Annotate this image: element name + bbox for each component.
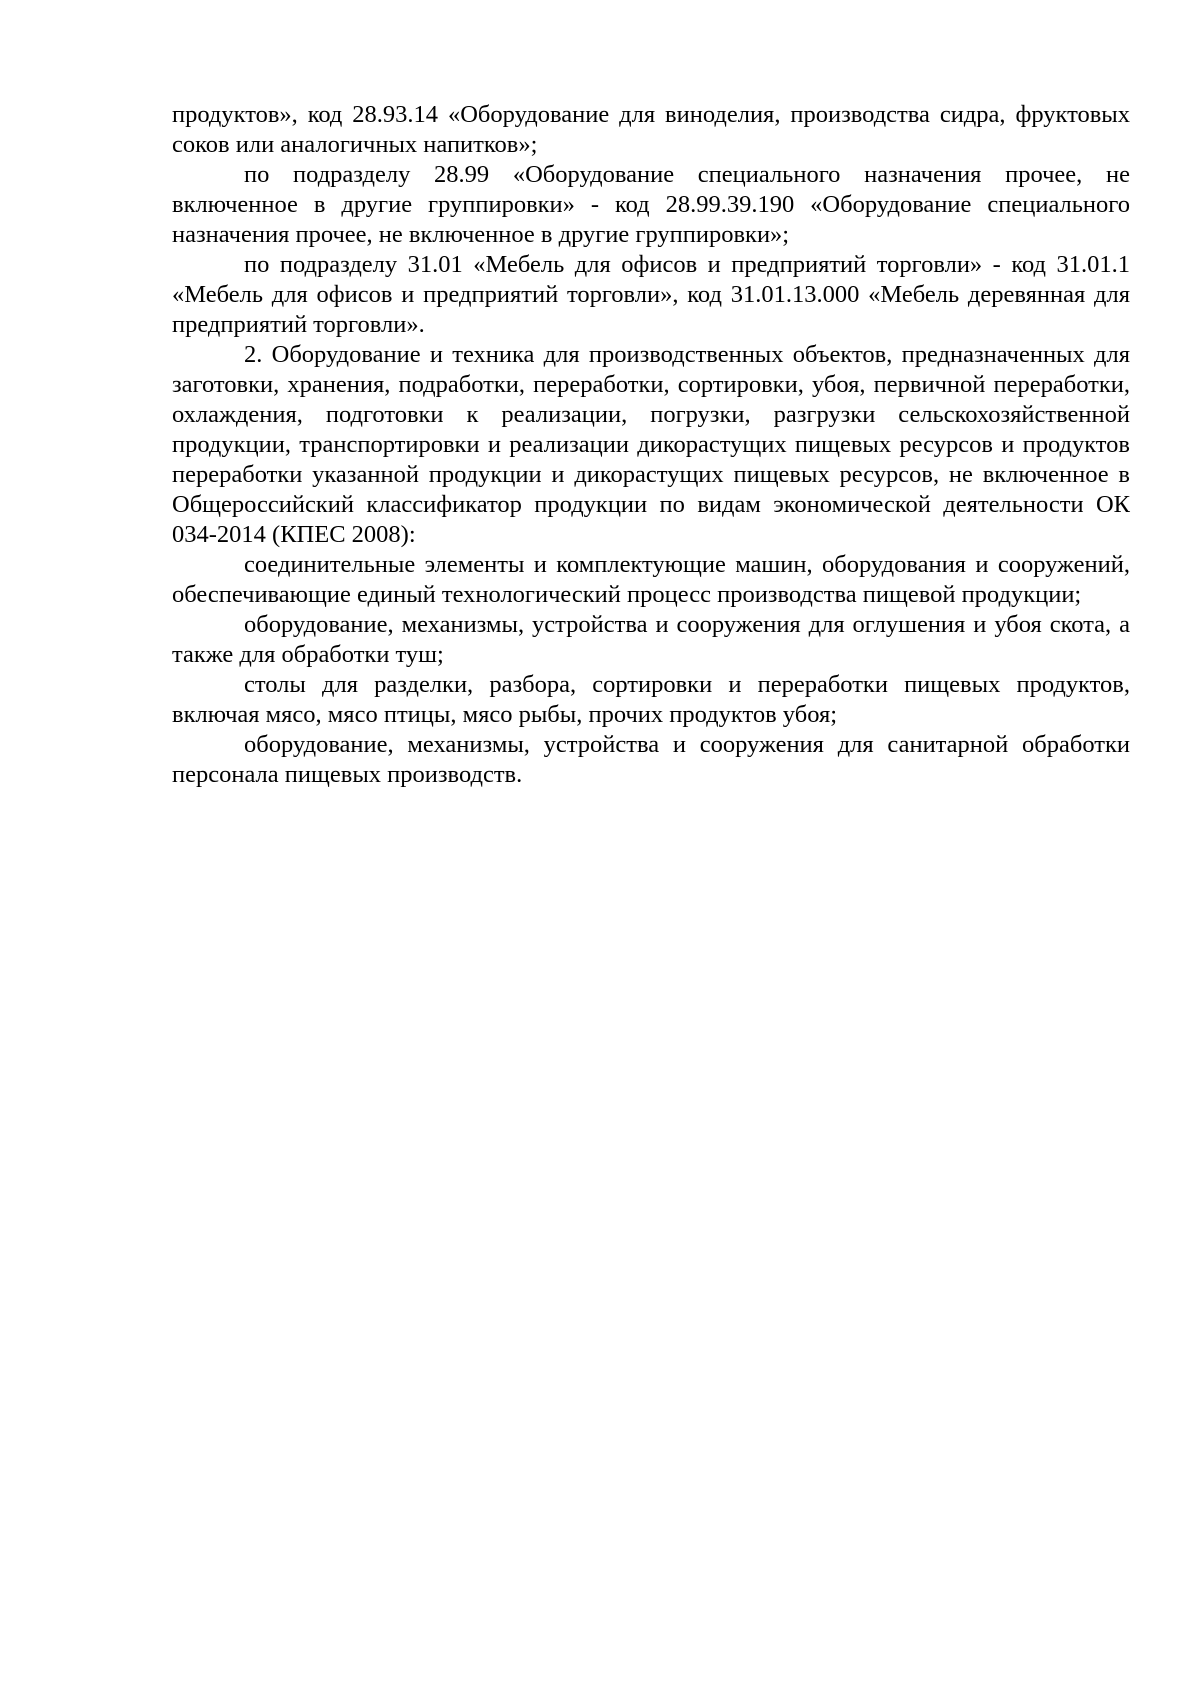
- paragraph-stunning-equipment: оборудование, механизмы, устройства и сооружения для оглушения и убоя скота, а также для обработки туш;: [172, 611, 1130, 668]
- paragraph-item-2: 2. Оборудование и техника для производственных объектов, предназначенных для заготовки, хранения, подработки, переработки, сортировки, убоя, первичной переработки, охлаждения, подготовки к реализации, погрузки, разгрузки сельскохозяйственной продукции, транспортировки и реализации дикорастущих пищевых ресурсов и продуктов переработки указанной продукции и дикорастущих пищевых ресурсов, не включенное в Общероссийский классификатор продукции по видам экономической деятельности ОК 034-2014 (КПЕС 2008):: [172, 341, 1130, 548]
- paragraph-sanitary-equipment: оборудование, механизмы, устройства и сооружения для санитарной обработки персонала пищевых производств.: [172, 731, 1130, 788]
- paragraph-connecting-elements: соединительные элементы и комплектующие машин, оборудования и сооружений, обеспечивающие единый технологический процесс производства пищевой продукции;: [172, 551, 1130, 608]
- paragraph-subsection-31-01: по подразделу 31.01 «Мебель для офисов и предприятий торговли» - код 31.01.1 «Мебель для офисов и предприятий торговли», код 31.01.13.000 «Мебель деревянная для предприятий торговли».: [172, 251, 1130, 338]
- paragraph-cutting-tables: столы для разделки, разбора, сортировки и переработки пищевых продуктов, включая мясо, мясо птицы, мясо рыбы, прочих продуктов убоя;: [172, 671, 1130, 728]
- paragraph-subsection-28-99: по подразделу 28.99 «Оборудование специального назначения прочее, не включенное в другие группировки» - код 28.99.39.190 «Оборудование специального назначения прочее, не включенное в другие группировки»;: [172, 161, 1130, 248]
- paragraph-continuation: продуктов», код 28.93.14 «Оборудование для виноделия, производства сидра, фруктовых соков или аналогичных напитков»;: [172, 101, 1130, 158]
- document-body: [172, 100, 1130, 790]
